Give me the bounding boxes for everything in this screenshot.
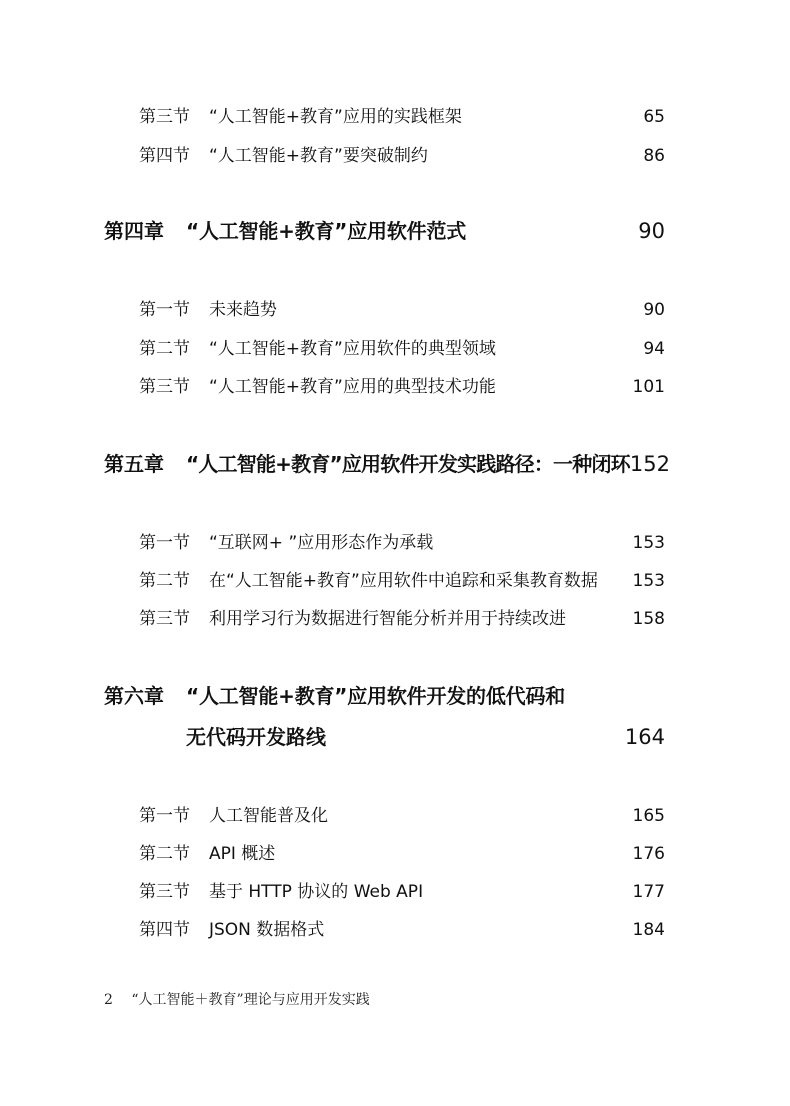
- toc-section-entry: [139, 334, 665, 358]
- page-number: 94: [643, 339, 665, 359]
- chapter-title: “人工智能+教育”应用软件范式: [186, 219, 467, 243]
- page-number: 153: [632, 571, 665, 591]
- page-number: 177: [632, 882, 665, 902]
- page-number: 165: [632, 806, 665, 826]
- section-number: 第二节: [139, 339, 190, 359]
- page-number: 158: [632, 609, 665, 629]
- section-title: JSON 数据格式: [209, 920, 325, 940]
- section-number: 第一节: [139, 300, 190, 320]
- page-number: 153: [632, 533, 665, 553]
- chapter-title: 无代码开发路线: [186, 725, 326, 749]
- chapter-number: 第四章: [104, 219, 164, 243]
- section-title: 未来趋势: [209, 300, 277, 320]
- toc-section-entry: [139, 141, 665, 165]
- chapter-title: “人工智能+教育”应用软件开发的低代码和: [186, 684, 566, 708]
- toc-section-entry: [139, 915, 665, 939]
- page-number: 184: [632, 920, 665, 940]
- page-number: 101: [632, 377, 665, 397]
- toc-section-entry: [139, 295, 665, 319]
- section-title: 人工智能普及化: [209, 806, 328, 826]
- page-number: 90: [638, 219, 665, 243]
- toc-section-entry: [139, 372, 665, 396]
- section-title: “人工智能+教育”应用的典型技术功能: [209, 377, 496, 397]
- toc-section-entry: [139, 604, 665, 628]
- page-number: 65: [643, 107, 665, 127]
- section-title: 在“人工智能+教育”应用软件中追踪和采集教育数据: [209, 571, 598, 591]
- page-number: 164: [624, 725, 665, 749]
- page-number: 86: [643, 146, 665, 166]
- section-number: 第三节: [139, 377, 190, 397]
- toc-chapter-entry: [104, 215, 665, 245]
- footer-page-number: 2: [104, 992, 113, 1008]
- section-title: “人工智能+教育”应用的实践框架: [209, 107, 462, 127]
- section-number: 第三节: [139, 882, 190, 902]
- section-number: 第一节: [139, 806, 190, 826]
- section-title: 基于 HTTP 协议的 Web API: [209, 882, 424, 902]
- chapter-number: 第五章: [104, 452, 164, 476]
- section-title: “人工智能+教育”要突破制约: [209, 146, 428, 166]
- section-title: “人工智能+教育”应用软件的典型领域: [209, 339, 496, 359]
- toc-section-entry: [139, 877, 665, 901]
- section-number: 第二节: [139, 571, 190, 591]
- toc-chapter-entry: [104, 448, 670, 478]
- section-number: 第一节: [139, 533, 190, 553]
- toc-section-entry: [139, 102, 665, 126]
- section-title: “互联网+ ”应用形态作为承载: [209, 533, 434, 553]
- page-footer: [104, 989, 370, 1009]
- page-number: 90: [643, 300, 665, 320]
- section-number: 第三节: [139, 609, 190, 629]
- section-title: 利用学习行为数据进行智能分析并用于持续改进: [209, 609, 566, 629]
- toc-section-entry: [139, 839, 665, 863]
- section-number: 第四节: [139, 920, 190, 940]
- toc-chapter-entry-continued: [186, 721, 665, 751]
- section-number: 第二节: [139, 844, 190, 864]
- page-number: 176: [632, 844, 665, 864]
- section-title: API 概述: [209, 844, 276, 864]
- section-number: 第三节: [139, 107, 190, 127]
- section-number: 第四节: [139, 146, 190, 166]
- chapter-number: 第六章: [104, 684, 164, 708]
- toc-chapter-entry: [104, 680, 665, 710]
- toc-section-entry: [139, 528, 665, 552]
- footer-book-title: “人工智能＋教育”理论与应用开发实践: [131, 992, 370, 1008]
- page-number: 152: [629, 452, 670, 476]
- toc-section-entry: [139, 566, 665, 590]
- toc-section-entry: [139, 801, 665, 825]
- chapter-title: “人工智能+教育”应用软件开发实践路径：一种闭环: [186, 452, 630, 476]
